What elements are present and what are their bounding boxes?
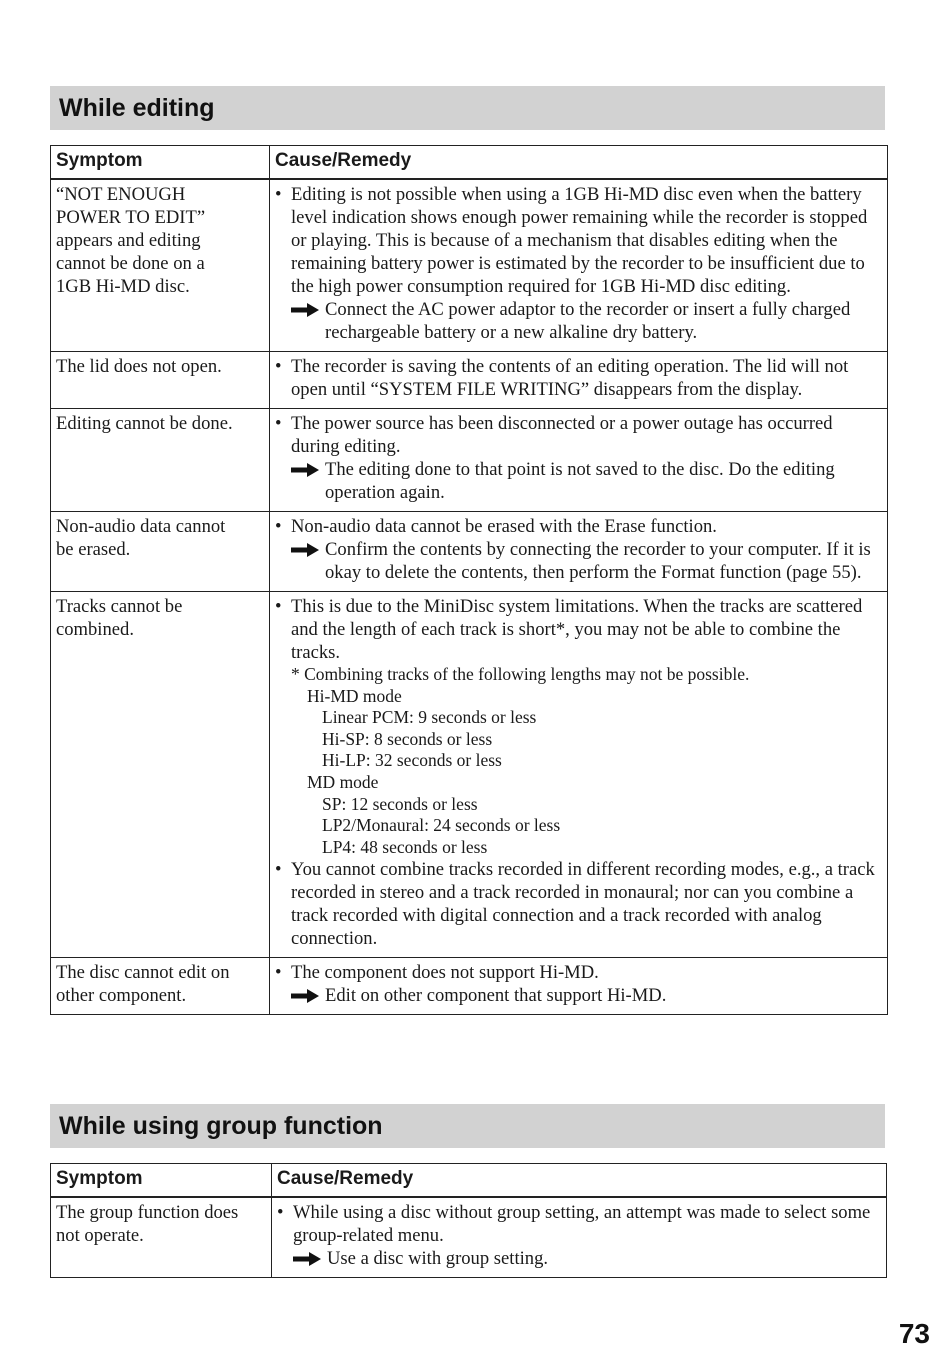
symptom-cell: The group function does not operate. bbox=[51, 1197, 272, 1278]
cause-cell bbox=[270, 409, 888, 512]
mode-item: Hi-SP: 8 seconds or less bbox=[322, 728, 493, 749]
symptom-header: Symptom bbox=[51, 146, 270, 180]
table-row bbox=[51, 352, 888, 409]
remedy-item bbox=[275, 984, 882, 1007]
table-header-row bbox=[51, 146, 888, 180]
cause-bullet: • The component does not support Hi-MD. bbox=[275, 961, 882, 984]
table-row bbox=[51, 409, 888, 512]
symptom-cell: Tracks cannot be combined. bbox=[51, 592, 270, 958]
table-row bbox=[51, 958, 888, 1015]
cause-cell bbox=[270, 352, 888, 409]
mode-item: Linear PCM: 9 seconds or less bbox=[322, 707, 537, 728]
remedy-text: The editing done to that point is not saved to the disc. Do the editing operation again. bbox=[325, 459, 835, 503]
arrow-right-icon bbox=[291, 303, 319, 317]
cause-bullet: • This is due to the MiniDisc system limitations. When the tracks are scattered and the length of each track is short*, you may not be able to combine the tracks. bbox=[275, 595, 882, 664]
remedy-item bbox=[275, 458, 882, 504]
cause-bullet: • Non-audio data cannot be erased with the Erase function. bbox=[275, 515, 882, 538]
table-header-row bbox=[51, 1164, 887, 1198]
cause-cell bbox=[270, 179, 888, 352]
group-function-table bbox=[50, 1163, 887, 1278]
cause-cell bbox=[270, 512, 888, 592]
table-row bbox=[51, 592, 888, 958]
symptom-cell: The disc cannot edit on other component. bbox=[51, 958, 270, 1015]
section-title-group-function: While using group function bbox=[50, 1104, 885, 1148]
symptom-cell: “NOT ENOUGH POWER TO EDIT” appears and editing cannot be done on a 1GB Hi-MD disc. bbox=[51, 179, 270, 352]
remedy-text: Edit on other component that support Hi-MD. bbox=[325, 985, 667, 1007]
mode-heading: Hi-MD mode bbox=[307, 685, 402, 706]
symptom-cell: The lid does not open. bbox=[51, 352, 270, 409]
cause-cell bbox=[270, 592, 888, 958]
table-row bbox=[51, 512, 888, 592]
table-row bbox=[51, 1197, 887, 1278]
mode-item: LP2/Monaural: 24 seconds or less bbox=[322, 815, 561, 836]
remedy-text: Connect the AC power adaptor to the recorder or insert a fully charged rechargeable battery or a new alkaline dry battery. bbox=[325, 299, 851, 343]
mode-heading: MD mode bbox=[307, 771, 379, 792]
cause-remedy-header: Cause/Remedy bbox=[272, 1164, 887, 1198]
remedy-item bbox=[277, 1247, 881, 1270]
cause-cell bbox=[272, 1197, 887, 1278]
cause-bullet: • While using a disc without group setting, an attempt was made to select some group-related menu. bbox=[277, 1201, 881, 1247]
section-title-editing: While editing bbox=[50, 86, 885, 130]
cause-bullet: • Editing is not possible when using a 1GB Hi-MD disc even when the battery level indication shows enough power remaining while the recorder is stopped or playing. This is because of a mechanism that disables editing when the remaining battery power is estimated by the recorder to be insufficient due to the high power consumption required for 1GB Hi-MD disc editing. bbox=[275, 183, 882, 298]
cause-cell bbox=[270, 958, 888, 1015]
symptom-cell: Editing cannot be done. bbox=[51, 409, 270, 512]
editing-table bbox=[50, 145, 888, 1015]
remedy-text: Use a disc with group setting. bbox=[327, 1248, 549, 1269]
remedy-item bbox=[275, 298, 882, 344]
arrow-right-icon bbox=[291, 463, 319, 477]
arrow-right-icon bbox=[293, 1252, 321, 1266]
table-row bbox=[51, 179, 888, 352]
footnote: * Combining tracks of the following lengths may not be possible. bbox=[291, 664, 750, 684]
remedy-item bbox=[275, 538, 882, 584]
cause-remedy-header: Cause/Remedy bbox=[270, 146, 888, 180]
remedy-text: Confirm the contents by connecting the recorder to your computer. If it is okay to delete the contents, then perform the Format function (page 55). bbox=[325, 539, 871, 583]
cause-bullet: • The power source has been disconnected or a power outage has occurred during editing. bbox=[275, 412, 882, 458]
mode-item: Hi-LP: 32 seconds or less bbox=[322, 750, 502, 771]
symptom-header: Symptom bbox=[51, 1164, 272, 1198]
arrow-right-icon bbox=[291, 989, 319, 1003]
page-number: 73 bbox=[898, 1318, 930, 1349]
cause-bullet: • You cannot combine tracks recorded in different recording modes, e.g., a track recorded in stereo and a track recorded in monaural; nor can you combine a track recorded with digital connection and a track recorded with analog connection. bbox=[275, 858, 882, 950]
arrow-right-icon bbox=[291, 543, 319, 557]
cause-bullet: • The recorder is saving the contents of an editing operation. The lid will not open until “SYSTEM FILE WRITING” disappears from the display. bbox=[275, 355, 882, 401]
symptom-cell: Non-audio data cannot be erased. bbox=[51, 512, 270, 592]
mode-item: SP: 12 seconds or less bbox=[322, 793, 478, 814]
mode-item: LP4: 48 seconds or less bbox=[322, 836, 488, 857]
